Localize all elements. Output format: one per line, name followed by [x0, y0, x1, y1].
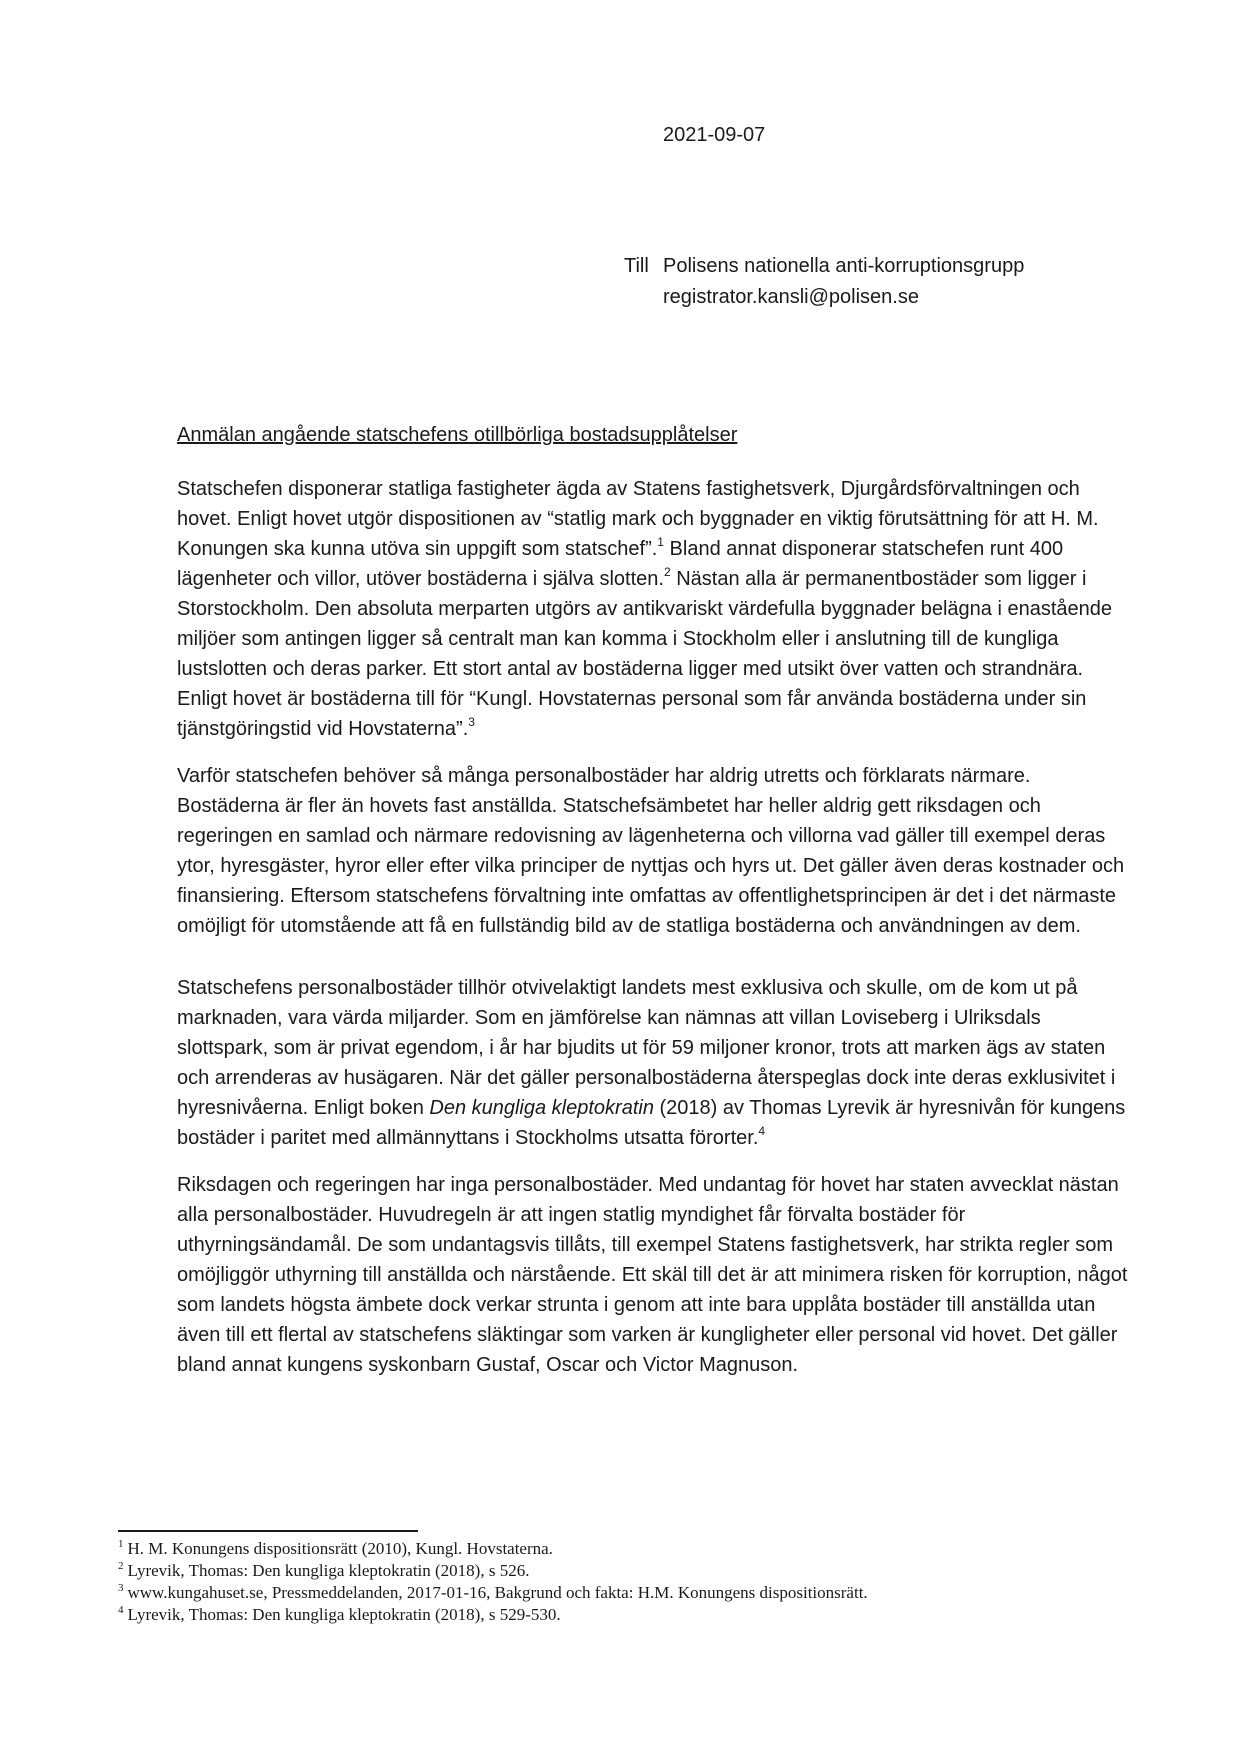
- recipient-to-label: Till: [624, 255, 649, 277]
- footnote-item: [118, 1582, 1118, 1604]
- footnote-text: Lyrevik, Thomas: Den kungliga kleptokratin (2018), s 526.: [127, 1561, 530, 1580]
- recipient-lines: [663, 251, 1024, 313]
- footnote-mark: 1: [118, 1538, 124, 1550]
- p1-text-b: Bland annat disponerar statschefen runt 400 lägenheter och villor, utöver bostäderna i själva slotten.: [177, 538, 1064, 590]
- footnote-ref-1: 1: [657, 535, 664, 549]
- footnote-mark: 3: [118, 1582, 124, 1594]
- p1-text-c: Nästan alla är permanentbostäder som ligger i Storstockholm. Den absoluta merparten utgörs av antikvariskt värdefulla byggnader belägna i enastående miljöer som antingen ligger så centralt man kan komma i Stockholm eller i anslutning till de kungliga lustslotten och deras parker. Ett stort antal av bostäderna ligger med utsikt över vatten och strandnära. Enligt hovet är bostäderna till för “Kungl. Hovstaternas personal som får använda bostäderna under sin tjänstgöringstid vid Hovstaterna”.: [177, 568, 1112, 740]
- footnotes: [118, 1538, 1118, 1626]
- body-paragraph-2: Varför statschefen behöver så många personalbostäder har aldrig utretts och förklarats närmare. Bostäderna är fler än hovets fast anställda. Statschefsämbetet har heller aldrig gett riksdagen och regeringen en samlad och närmare redovisning av lägenheterna och villorna vad gäller till exempel deras ytor, hyresgäster, hyror eller efter vilka principer de nyttjas och hyrs ut. Det gäller även deras kostnader och finansiering. Eftersom statschefens förvaltning inte omfattas av offentlighetsprincipen är det i det närmaste omöjligt för utomstående att få en fullständig bild av de statliga bostäderna och användningen av dem.: [177, 765, 1125, 937]
- footnote-ref-3: 3: [468, 715, 475, 729]
- footnote-ref-2: 2: [663, 565, 671, 579]
- letter-date: 2021-09-07: [663, 124, 766, 146]
- footnote-mark: 2: [118, 1560, 124, 1572]
- footnote-text: H. M. Konungens dispositionsrätt (2010), Kungl. Hovstaterna.: [127, 1539, 553, 1558]
- footnote-mark: 4: [118, 1604, 124, 1616]
- body-paragraph-4: Riksdagen och regeringen har inga personalbostäder. Med undantag för hovet har staten avvecklat nästan alla personalbostäder. Huvudregeln är att ingen statlig myndighet får förvalta bostäder för uthyrningsändamål. De som undantagsvis tillåts, till exempel Statens fastighetsverk, har strikta regler som omöjliggör uthyrning till anställda och närstående. Ett skäl till det är att minimera risken för korruption, något som landets högsta ämbete dock verkar strunta i genom att inte bara upplåta bostäder till anställda utan även till ett flertal av statschefens släktingar som varken är kungligheter eller personal vid hovet. Det gäller bland annat kungens syskonbarn Gustaf, Oscar och Victor Magnuson.: [177, 1174, 1128, 1376]
- footnote-item: [118, 1560, 1118, 1582]
- recipient-email: registrator.kansli@polisen.se: [663, 286, 919, 308]
- book-title: Den kungliga kleptokratin: [429, 1097, 654, 1119]
- footnote-text: www.kungahuset.se, Pressmeddelanden, 2017-01-16, Bakgrund och fakta: H.M. Konungens dispositionsrätt.: [127, 1583, 868, 1602]
- p1-text-a: Statschefen disponerar statliga fastigheter ägda av Statens fastighetsverk, Djurgårdsförvaltningen och hovet. Enligt hovet utgör dispositionen av “statlig mark och byggnader en viktig förutsättning för att H. M. Konungen ska kunna utöva sin uppgift som statschef”.: [177, 478, 1099, 560]
- body-paragraph-1: [177, 474, 1132, 744]
- footnote-divider: [118, 1530, 418, 1532]
- p3-text-a: Statschefens personalbostäder tillhör otvivelaktigt landets mest exklusiva och skulle, om de kom ut på marknaden, vara värda miljarder. Som en jämförelse kan nämnas att villan Loviseberg i Ulriksdals slottspark, som är privat egendom, i år har bjudits ut för 59 miljoner kronor, trots att marken ägs av staten och arrenderas av husägaren. När det gäller personalbostäderna återspeglas dock inte deras exklusivitet i hyresnivåerna. Enligt boken: [177, 977, 1116, 1119]
- recipient-name: Polisens nationella anti-korruptionsgrupp: [663, 255, 1025, 277]
- footnote-item: [118, 1604, 1118, 1626]
- footnote-item: [118, 1538, 1118, 1560]
- letter-subject: Anmälan angående statschefens otillbörliga bostadsupplåtelser: [177, 424, 738, 446]
- p3-text-b: (2018) av Thomas Lyrevik är hyresnivån för kungens bostäder i paritet med allmännyttans i Stockholms utsatta förorter.: [177, 1097, 1126, 1149]
- letter-body: [177, 474, 1132, 1397]
- footnote-text: Lyrevik, Thomas: Den kungliga kleptokratin (2018), s 529-530.: [127, 1605, 561, 1624]
- footnote-ref-4: 4: [758, 1124, 766, 1138]
- body-paragraph-3: [177, 973, 1132, 1153]
